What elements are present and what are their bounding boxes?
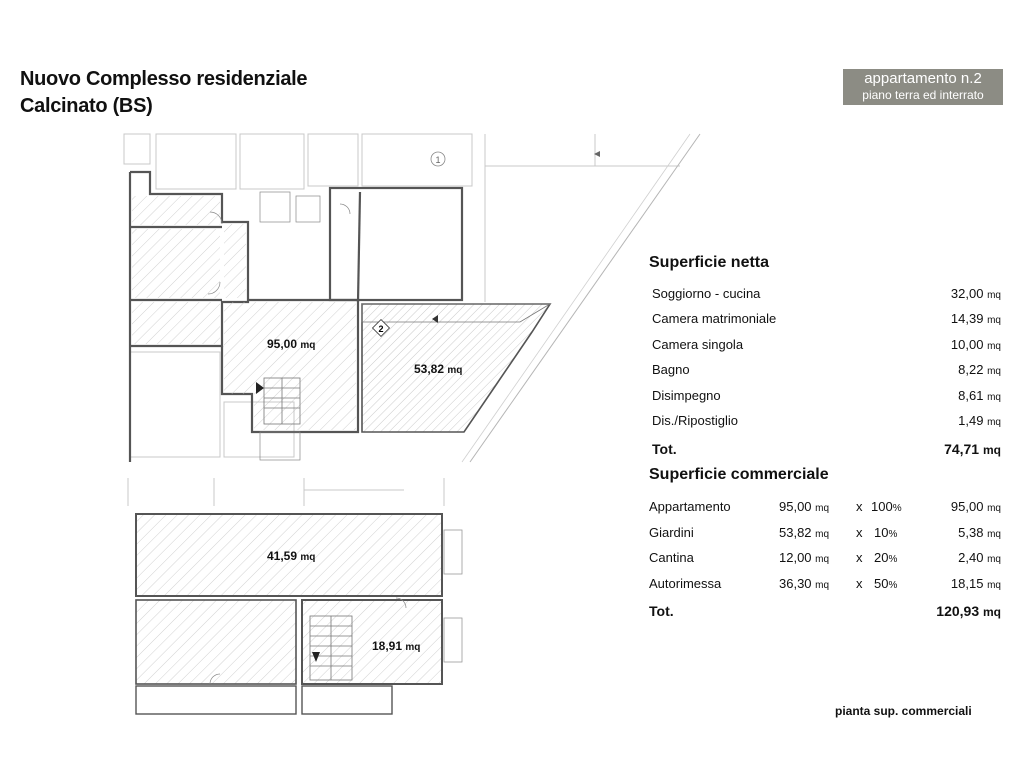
net-area-value: 1,49 mq bbox=[958, 413, 1001, 428]
apartment-badge bbox=[843, 69, 1003, 105]
commercial-row-x: x bbox=[856, 550, 863, 565]
basement-plan bbox=[114, 476, 474, 716]
room-area-garage: 41,59 mq bbox=[267, 549, 316, 563]
basement-plan-drawing bbox=[114, 476, 474, 716]
project-title-line2: Calcinato (BS) bbox=[20, 95, 153, 117]
commercial-row-label: Autorimessa bbox=[649, 576, 722, 591]
apartment-badge-title: appartamento n.2 bbox=[864, 70, 982, 87]
net-area-label: Soggiorno - cucina bbox=[652, 286, 761, 301]
net-area-label: Dis./Ripostiglio bbox=[652, 413, 738, 428]
net-area-label: Camera singola bbox=[652, 337, 744, 352]
commercial-area-heading: Superficie commerciale bbox=[649, 466, 829, 483]
net-area-value: 8,22 mq bbox=[958, 362, 1001, 377]
commercial-row-x: x bbox=[856, 576, 863, 591]
net-area-value: 10,00 mq bbox=[950, 337, 1001, 352]
net-area-total-value: 74,71 mq bbox=[944, 441, 1001, 457]
commercial-row-pct: 100% bbox=[871, 499, 902, 514]
section-marker-1 bbox=[431, 152, 445, 166]
net-area-label: Camera matrimoniale bbox=[652, 311, 777, 326]
commercial-row-pct: 50% bbox=[874, 576, 898, 591]
net-area-label: Bagno bbox=[652, 362, 690, 377]
commercial-row-x: x bbox=[856, 525, 863, 540]
net-area-value: 32,00 mq bbox=[950, 286, 1001, 301]
commercial-row-value: 2,40 mq bbox=[958, 550, 1001, 565]
svg-text:1: 1 bbox=[435, 155, 441, 165]
project-title bbox=[20, 66, 307, 120]
net-area-value: 8,61 mq bbox=[958, 388, 1001, 403]
commercial-row-label: Appartamento bbox=[649, 499, 731, 514]
commercial-row-area: 53,82 mq bbox=[779, 525, 830, 540]
commercial-row-pct: 10% bbox=[874, 525, 898, 540]
room-area-living: 95,00 mq bbox=[267, 337, 316, 351]
net-area-label: Disimpegno bbox=[652, 388, 721, 403]
commercial-row-value: 18,15 mq bbox=[950, 576, 1001, 591]
room-area-cellar: 18,91 mq bbox=[372, 639, 421, 653]
commercial-row-x: x bbox=[856, 499, 863, 514]
commercial-row-label: Cantina bbox=[649, 550, 694, 565]
room-area-garden: 53,82 mq bbox=[414, 362, 463, 376]
ground-floor-plan bbox=[120, 132, 710, 464]
net-area-heading: Superficie netta bbox=[649, 254, 770, 271]
ground-floor-plan-drawing bbox=[120, 132, 710, 464]
apartment-badge-subtitle: piano terra ed interrato bbox=[862, 88, 984, 102]
project-title-line1: Nuovo Complesso residenziale bbox=[20, 68, 308, 90]
svg-text:2: 2 bbox=[378, 324, 384, 334]
commercial-row-label: Giardini bbox=[649, 525, 694, 540]
drawing-caption: pianta sup. commerciali bbox=[835, 704, 972, 718]
net-area-total-label: Tot. bbox=[652, 441, 677, 457]
commercial-row-area: 95,00 mq bbox=[779, 499, 830, 514]
commercial-row-value: 5,38 mq bbox=[958, 525, 1001, 540]
net-area-value: 14,39 mq bbox=[950, 311, 1001, 326]
commercial-row-area: 12,00 mq bbox=[779, 550, 830, 565]
commercial-area-total-label: Tot. bbox=[649, 603, 674, 619]
commercial-area-total-value: 120,93 mq bbox=[936, 603, 1001, 619]
commercial-row-area: 36,30 mq bbox=[779, 576, 830, 591]
commercial-row-value: 95,00 mq bbox=[950, 499, 1001, 514]
commercial-row-pct: 20% bbox=[874, 550, 898, 565]
